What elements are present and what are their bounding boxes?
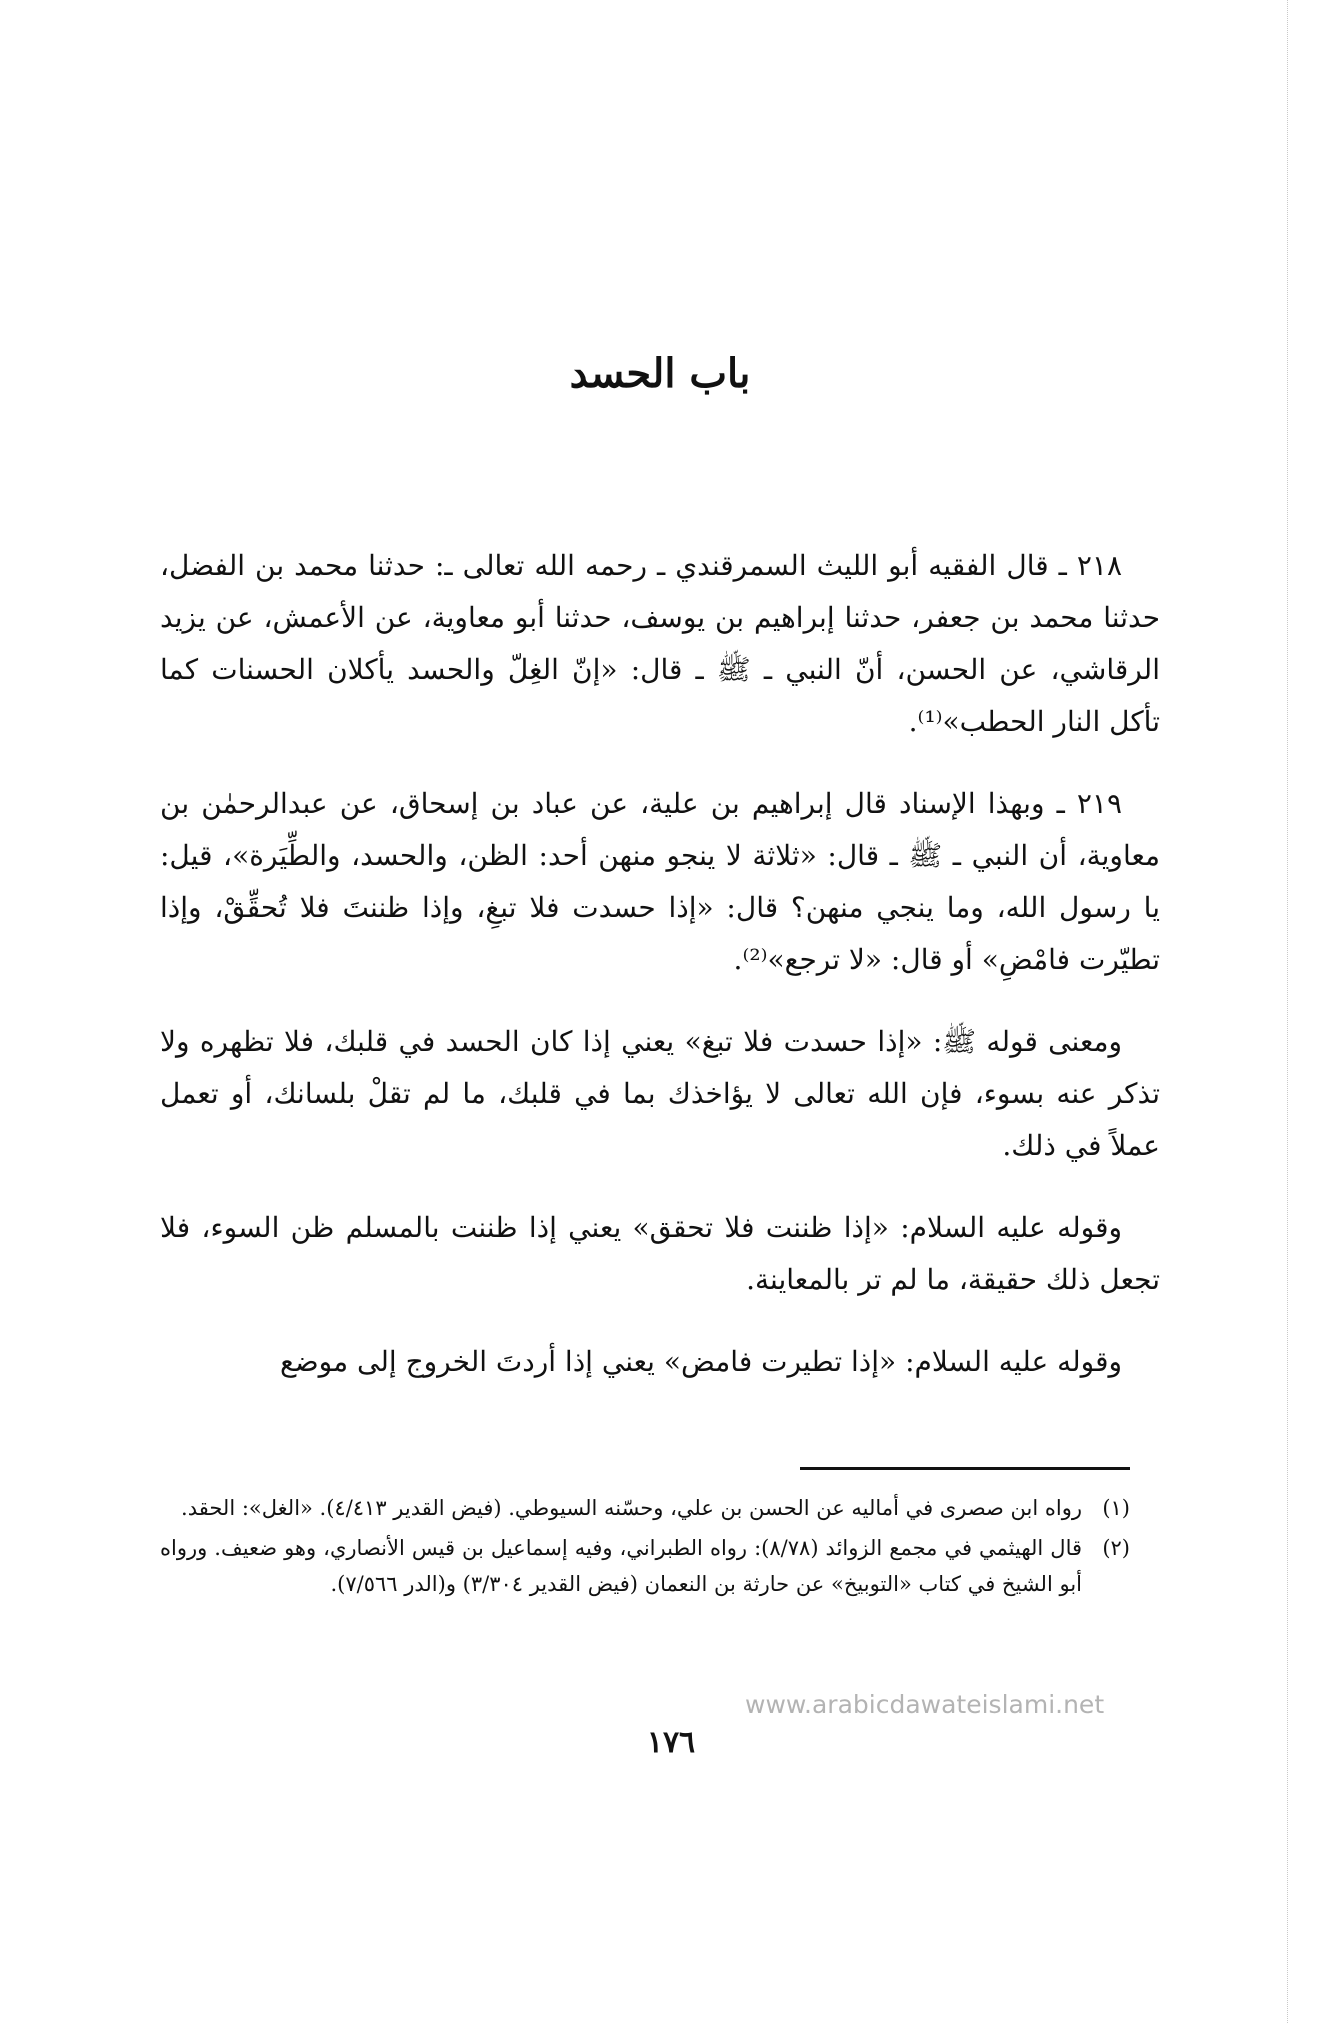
- footnote-text: رواه ابن صصرى في أماليه عن الحسن بن علي، وحسّنه السيوطي. (فيض القدير ٤/٤١٣). «الغل»: الحقد.: [181, 1496, 1082, 1520]
- paragraph-explanation-suspicion: وقوله عليه السلام: «إذا ظننت فلا تحقق» يعني إذا ظننت بالمسلم ظن السوء، فلا تجعل ذلك حقيقة، ما لم تر بالمعاينة.: [160, 1211, 1160, 1296]
- paragraph-hadith-219: ٢١٩ ـ وبهذا الإسناد قال إبراهيم بن علية، عن عباد بن إسحاق، عن عبدالرحمٰن بن معاوية، أن النبي ـ ﷺ ـ قال: «ثلاثة لا ينجو منهن أحد: الظن، والحسد، والطِّيَرة»، قيل: يا رسول الله، وما ينجي منهن؟ قال: «إذا حسدت فلا تبغِ، وإذا ظننتَ فلا تُحقِّقْ، وإذا تطيّرت فامْضِ» أو قال: «لا ترجع»⁽²⁾.: [160, 787, 1160, 976]
- footnote-1: [160, 1490, 1130, 1526]
- page-number: ١٧٦: [646, 1725, 696, 1760]
- body-text: [160, 540, 1160, 1418]
- chapter-title: باب الحسد: [569, 350, 751, 397]
- footnote-text: قال الهيثمي في مجمع الزوائد (٨/٧٨): رواه الطبراني، وفيه إسماعيل بن قيس الأنصاري، وهو ضعيف. ورواه أبو الشيخ في كتاب «التوبيخ» عن حارثة بن النعمان (فيض القدير ٣/٣٠٤) و(الدر ٧/٥٦٦).: [160, 1536, 1083, 1596]
- footnote-2: [160, 1530, 1130, 1602]
- page-edge-line: [1287, 0, 1289, 2023]
- footnote-number: (١): [1102, 1496, 1130, 1520]
- paragraph-explanation-omens: وقوله عليه السلام: «إذا تطيرت فامض» يعني إذا أردتَ الخروج إلى موضع: [279, 1345, 1122, 1378]
- paragraph-explanation-envy: ومعنى قوله ﷺ: «إذا حسدت فلا تبغ» يعني إذا كان الحسد في قلبك، فلا تظهره ولا تذكر عنه بسوء، فإن الله تعالى لا يؤاخذك بما في قلبك، ما لم تقلْ بلسانك، أو تعمل عملاً في ذلك.: [160, 1025, 1160, 1162]
- watermark-url: www.arabicdawateislami.net: [745, 1690, 1105, 1719]
- footnote-number: (٢): [1102, 1536, 1130, 1560]
- footnote-separator: [800, 1467, 1130, 1470]
- paragraph-hadith-218: ٢١٨ ـ قال الفقيه أبو الليث السمرقندي ـ رحمه الله تعالى ـ: حدثنا محمد بن الفضل، حدثنا محمد بن جعفر، حدثنا إبراهيم بن يوسف، حدثنا أبو معاوية، عن الأعمش، عن يزيد الرقاشي، عن الحسن، أنّ النبي ـ ﷺ ـ قال: «إنّ الغِلّ والحسد يأكلان الحسنات كما تأكل النار الحطب»⁽¹⁾.: [160, 549, 1161, 738]
- footnotes: [160, 1490, 1130, 1606]
